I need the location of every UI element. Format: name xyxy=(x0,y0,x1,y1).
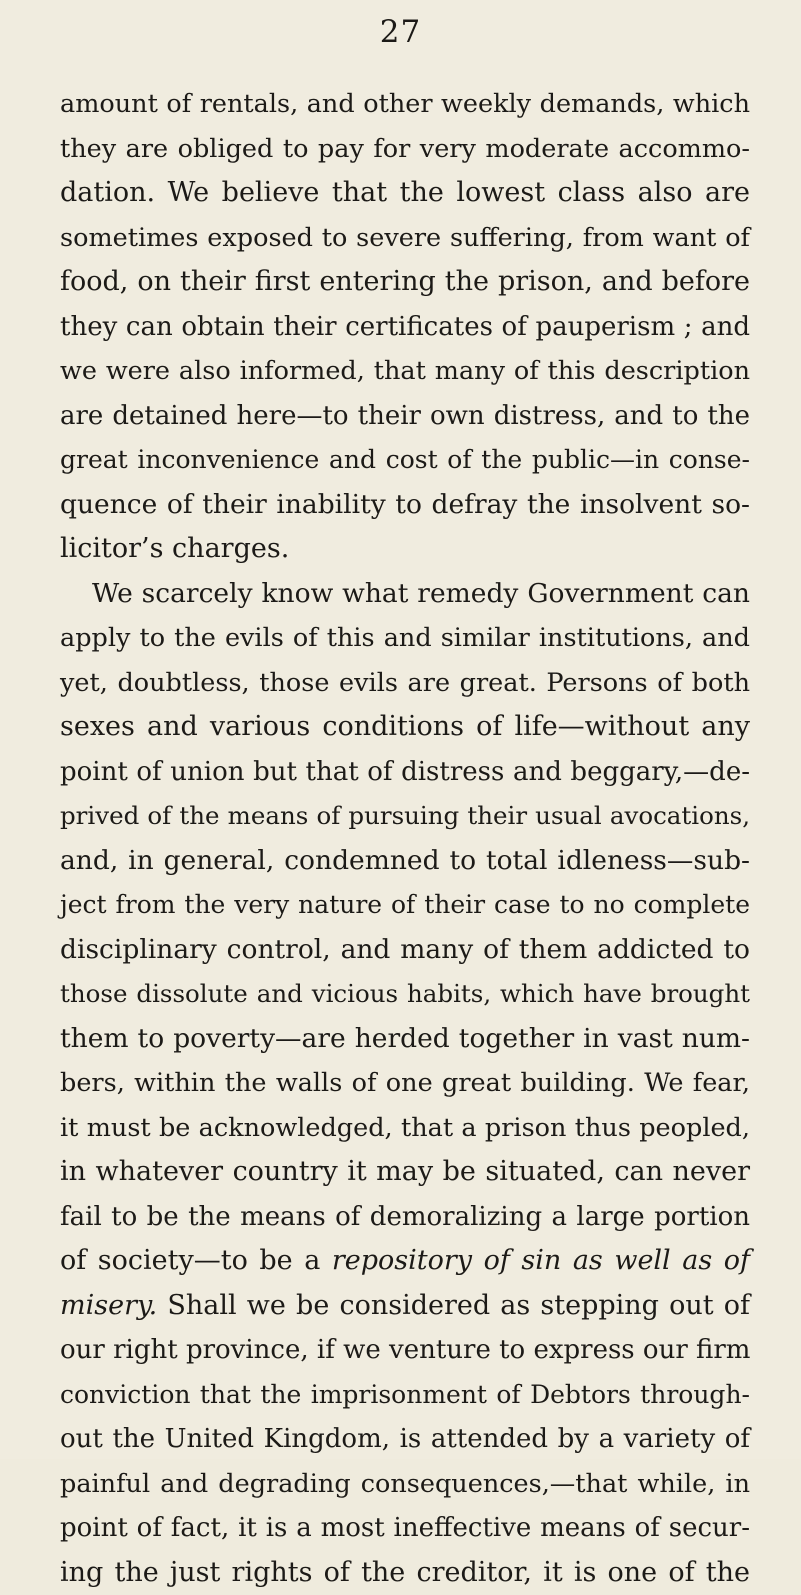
text-line: ing the just rights of the creditor, it is one of the xyxy=(60,1551,750,1595)
text-line: our right province, if we venture to express our firm xyxy=(60,1328,750,1373)
page-number: 27 xyxy=(0,14,801,50)
text-line: in whatever country it may be situated, can never xyxy=(60,1150,750,1195)
text-line: those dissolute and vicious habits, which have brought xyxy=(60,972,750,1017)
text-line: quence of their inability to defray the insolvent so- xyxy=(60,483,750,528)
text-line: fail to be the means of demoralizing a large portion xyxy=(60,1195,750,1240)
text-line-with-emphasis xyxy=(60,1284,750,1329)
text-line: food, on their first entering the prison, and before xyxy=(60,260,750,305)
text-line: they can obtain their certificates of pauperism ; and xyxy=(60,305,750,350)
line-text: Shall we be considered as stepping out of xyxy=(157,1290,750,1321)
italic-emphasis: misery. xyxy=(60,1290,157,1321)
text-line: them to poverty—are herded together in vast num- xyxy=(60,1017,750,1062)
italic-emphasis: repository of sin as well as of xyxy=(332,1245,750,1276)
text-line: painful and degrading consequences,—that while, in xyxy=(60,1462,750,1507)
text-line: great inconvenience and cost of the public—in conse- xyxy=(60,438,750,483)
paragraph-start-line: We scarcely know what remedy Government can xyxy=(60,572,750,617)
text-line: ject from the very nature of their case to no complete xyxy=(60,883,750,928)
text-line: yet, doubtless, those evils are great. Persons of both xyxy=(60,661,750,706)
text-line: prived of the means of pursuing their usual avocations, xyxy=(60,794,750,839)
paragraph-end-line: licitor’s charges. xyxy=(60,527,750,572)
text-line: sometimes exposed to severe suffering, from want of xyxy=(60,216,750,261)
text-line-with-emphasis xyxy=(60,1239,750,1284)
text-line: are detained here—to their own distress, and to the xyxy=(60,394,750,439)
text-line: and, in general, condemned to total idleness—sub- xyxy=(60,839,750,884)
text-line: dation. We believe that the lowest class also are xyxy=(60,171,750,216)
body-text xyxy=(60,82,750,1595)
text-line: point of fact, it is a most ineffective means of secur- xyxy=(60,1506,750,1551)
text-line: point of union but that of distress and beggary,—de- xyxy=(60,750,750,795)
text-line: they are obliged to pay for very moderate accommo- xyxy=(60,127,750,172)
text-line: out the United Kingdom, is attended by a variety of xyxy=(60,1417,750,1462)
text-line: disciplinary control, and many of them addicted to xyxy=(60,928,750,973)
line-text: of society—to be a xyxy=(60,1245,332,1276)
text-line: conviction that the imprisonment of Debtors through- xyxy=(60,1373,750,1418)
text-line: it must be acknowledged, that a prison thus peopled, xyxy=(60,1106,750,1151)
text-line: sexes and various conditions of life—without any xyxy=(60,705,750,750)
text-line: bers, within the walls of one great building. We fear, xyxy=(60,1061,750,1106)
text-line: amount of rentals, and other weekly demands, which xyxy=(60,82,750,127)
text-line: apply to the evils of this and similar institutions, and xyxy=(60,616,750,661)
text-line: we were also informed, that many of this description xyxy=(60,349,750,394)
